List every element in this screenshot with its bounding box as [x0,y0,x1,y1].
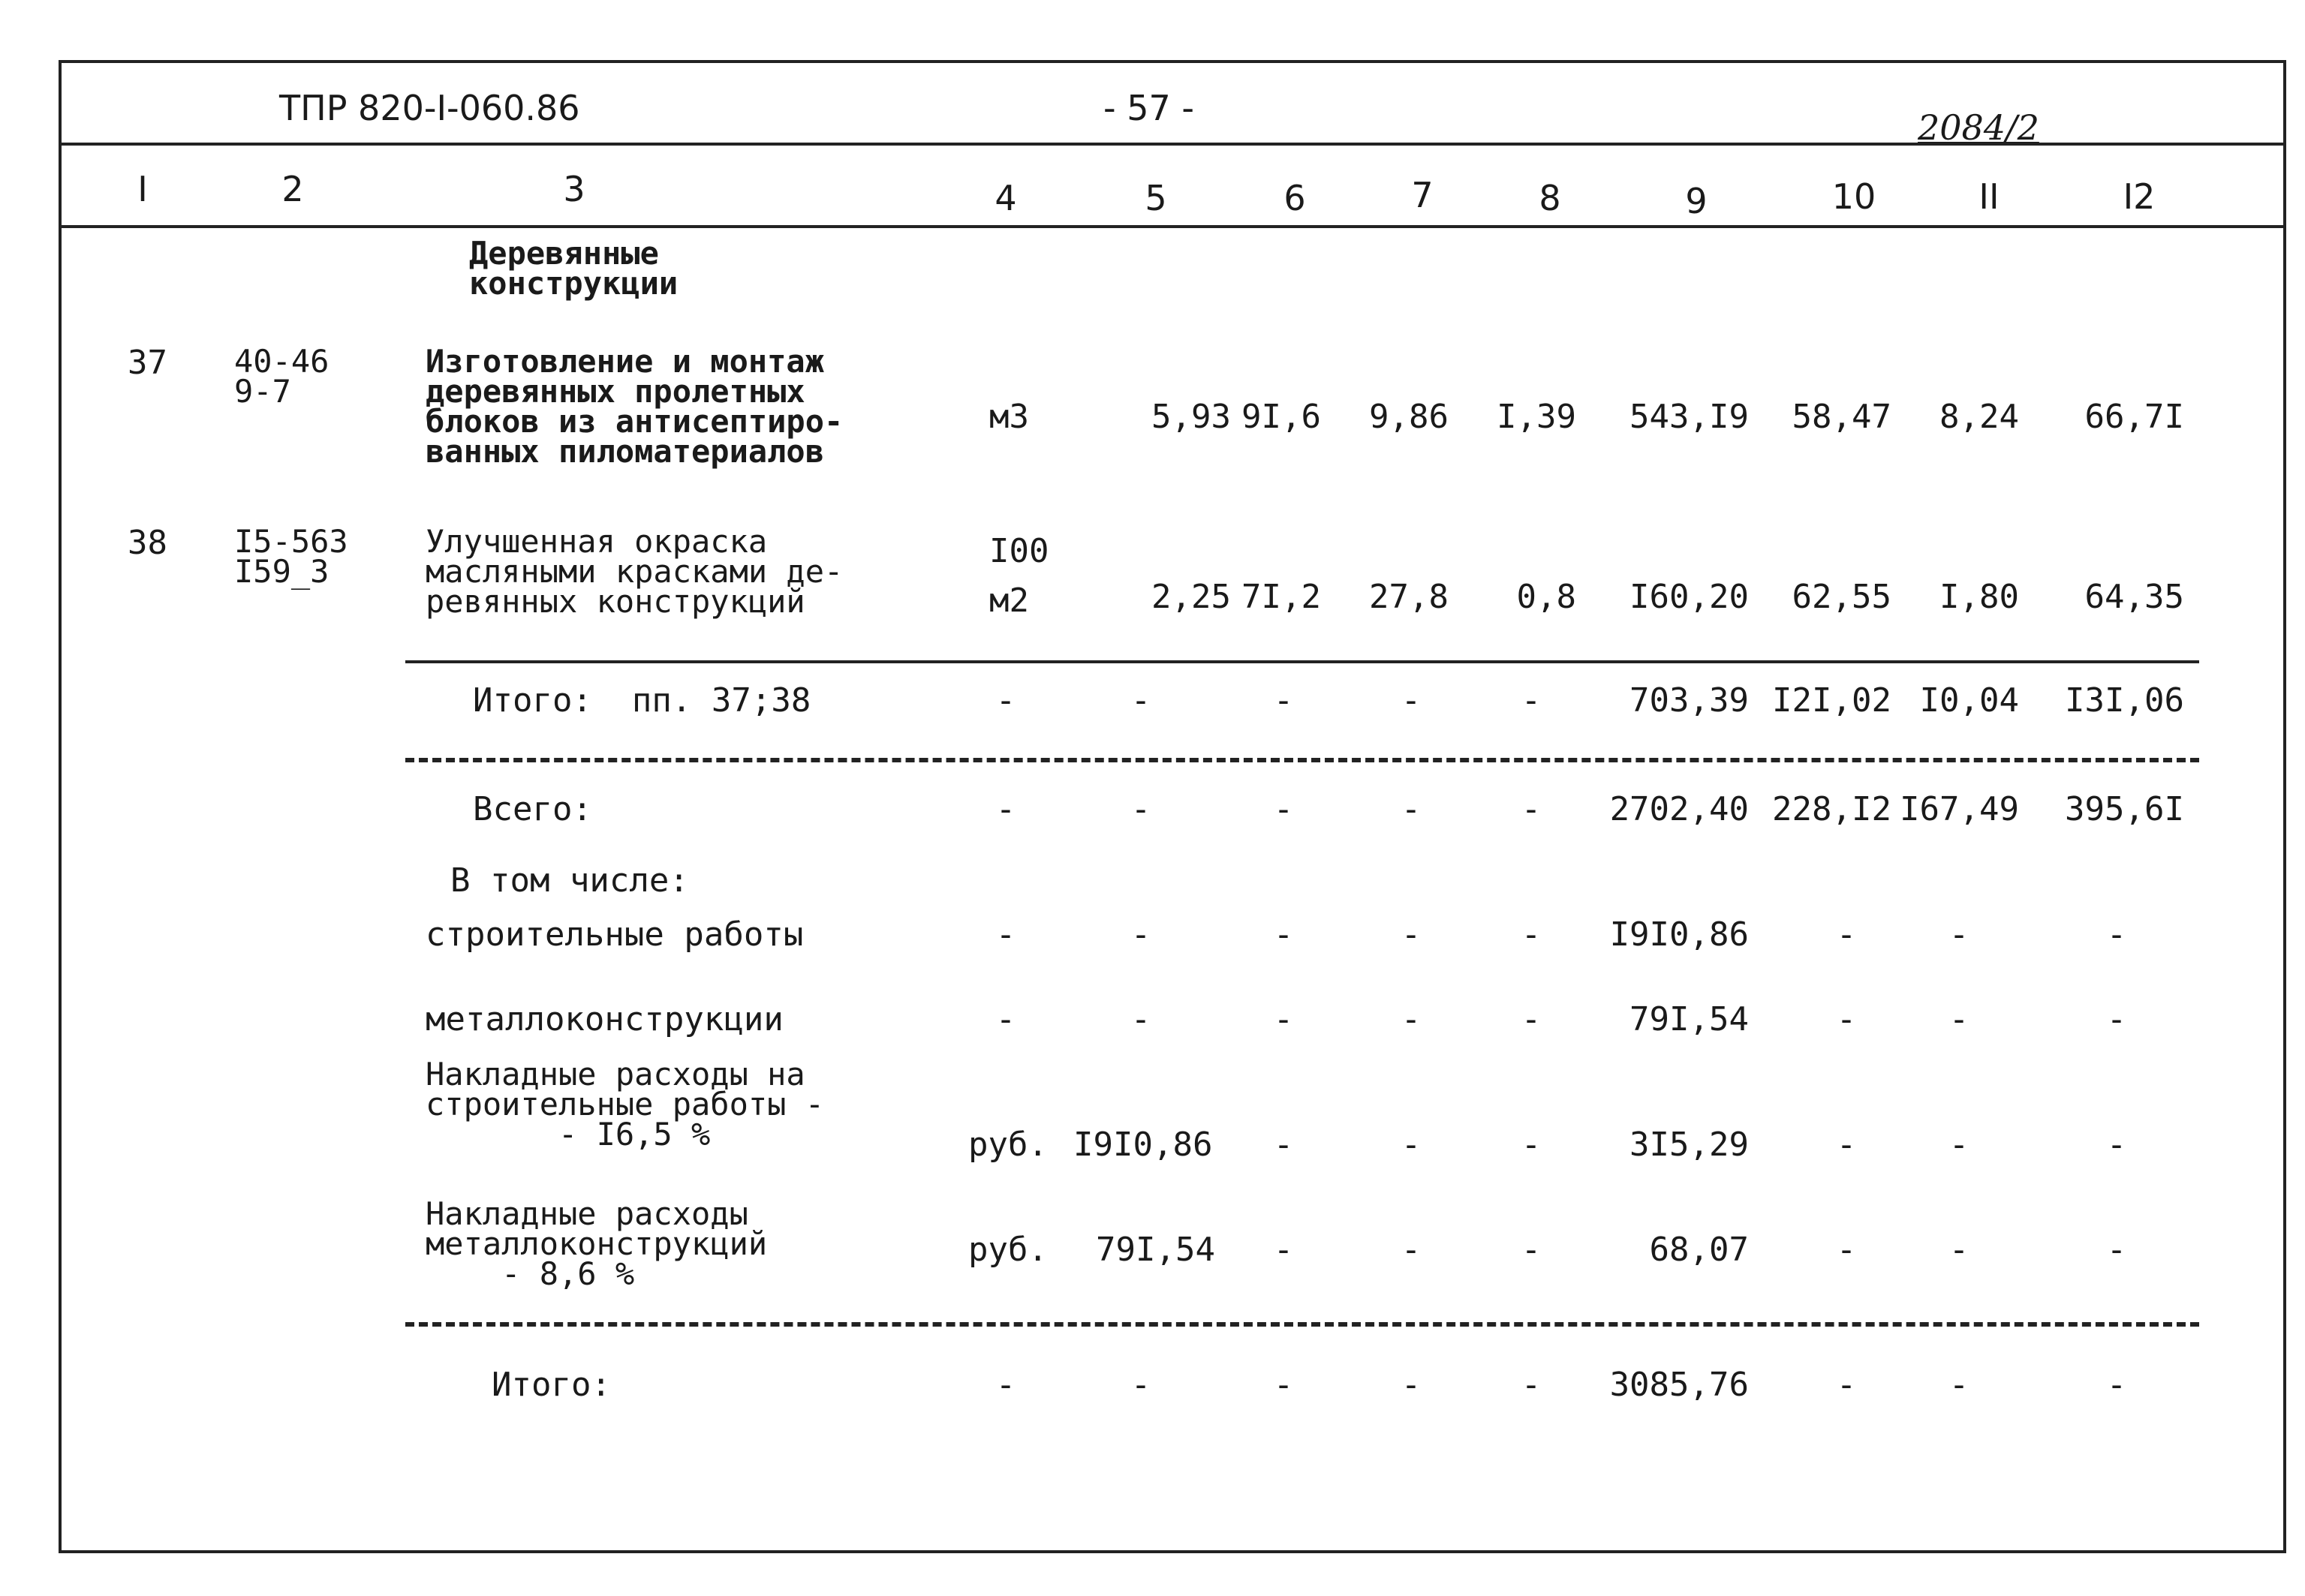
grand-total-col9: 3085,76 [1609,1366,1749,1404]
overhead-metal-col12: - [2106,1231,2127,1269]
overhead-metal-col11: - [1948,1231,1969,1269]
total-top-rule [405,758,2199,762]
including-construction-col9: I9I0,86 [1609,915,1749,954]
col-header-10: 10 [1831,176,1876,217]
row-38-col8: 0,8 [1516,578,1576,616]
row-38-name: Улучшенная окраска масляными красками де- ревянных конструкций [426,523,844,620]
grand-total-col8: - [1521,1366,1542,1404]
row-38-code: I5-563 I59_3 [234,523,348,590]
total-col11: I67,49 [1900,790,2019,828]
grand-total-label: Итого: [492,1366,611,1404]
overhead-construction-unit: руб. [968,1126,1048,1164]
including-construction-col8: - [1521,915,1542,954]
overhead-construction-col6: - [1273,1126,1294,1164]
col-header-9: 9 [1685,181,1708,221]
grand-total-col4: - [995,1366,1016,1404]
including-metal-col5: - [1130,1000,1151,1038]
row-37-col6: 9I,6 [1241,398,1321,436]
including-metal-col6: - [1273,1000,1294,1038]
including-construction-label: строительные работы [426,915,804,954]
col-header-7: 7 [1411,175,1434,215]
including-metal-col10: - [1836,1000,1857,1038]
row-37-col11: 8,24 [1939,398,2019,436]
overhead-construction-col8: - [1521,1126,1542,1164]
including-metal-col4: - [995,1000,1016,1038]
col-header-12: I2 [2123,176,2156,217]
including-construction-col7: - [1401,915,1422,954]
including-metal-col11: - [1948,1000,1969,1038]
including-construction-col12: - [2106,915,2127,954]
grand-total-col7: - [1401,1366,1422,1404]
overhead-construction-base: I9I0,86 [1073,1126,1213,1164]
total-col9: 2702,40 [1609,790,1749,828]
row-38-col12: 64,35 [2084,578,2184,616]
row-38-number: 38 [128,524,167,562]
col-header-3: 3 [563,169,585,209]
row-38-unit: I00 м2 [989,532,1049,620]
row-38-col11: I,80 [1939,578,2019,616]
row-38-col9: I60,20 [1629,578,1749,616]
including-metal-label: металлоконструкции [426,1000,784,1038]
page-number: - 57 - [1103,88,1194,128]
row-38-col7: 27,8 [1369,578,1449,616]
total-col10: 228,I2 [1772,790,1891,828]
archive-number: 2084/2 [1918,107,2039,148]
including-metal-col8: - [1521,1000,1542,1038]
overhead-metal-col10: - [1836,1231,1857,1269]
overhead-metal-col8: - [1521,1231,1542,1269]
row-37-code: 40-46 9-7 [234,343,330,410]
col-header-5: 5 [1145,178,1167,218]
grand-total-col5: - [1130,1366,1151,1404]
row-37-col8: I,39 [1497,398,1576,436]
row-37-col10: 58,47 [1792,398,1891,436]
including-metal-col7: - [1401,1000,1422,1038]
overhead-construction-col9: 3I5,29 [1629,1126,1749,1164]
including-metal-col9: 79I,54 [1629,1000,1749,1038]
subtotal-col10: I2I,02 [1772,681,1891,720]
overhead-metal-unit: руб. [968,1231,1048,1269]
col-header-4: 4 [995,178,1017,218]
row-38-col6: 7I,2 [1241,578,1321,616]
row-37-number: 37 [128,344,167,382]
overhead-metal-label: Накладные расходы металлоконструкций - 8,6 % [426,1195,768,1292]
including-construction-col11: - [1948,915,1969,954]
including-construction-col6: - [1273,915,1294,954]
grand-total-col12: - [2106,1366,2127,1404]
total-col5: - [1130,790,1151,828]
row-37-unit: м3 [989,398,1029,436]
including-metal-col12: - [2106,1000,2127,1038]
row-37-col9: 543,I9 [1629,398,1749,436]
header-divider [59,143,2286,146]
col-header-8: 8 [1539,178,1561,218]
col-header-6: 6 [1283,178,1306,218]
including-construction-col5: - [1130,915,1151,954]
overhead-metal-col6: - [1273,1231,1294,1269]
subtotal-col5: - [1130,681,1151,720]
row-37-col5: 5,93 [1151,398,1231,436]
total-col7: - [1401,790,1422,828]
row-37-col12: 66,7I [2084,398,2184,436]
subtotal-col9: 703,39 [1629,681,1749,720]
row-37-col7: 9,86 [1369,398,1449,436]
grand-total-col11: - [1948,1366,1969,1404]
overhead-construction-col12: - [2106,1126,2127,1164]
row-38-col10: 62,55 [1792,578,1891,616]
subtotal-label: Итого: пп. 37;38 [473,681,811,720]
total-col6: - [1273,790,1294,828]
row-37-name: Изготовление и монтаж деревянных пролетных блоков из антисептиро- ванных пиломатериалов [426,343,844,470]
subtotal-col6: - [1273,681,1294,720]
total-col12: 395,6I [2065,790,2184,828]
section-title: Деревянные конструкции [469,235,679,302]
including-construction-col10: - [1836,915,1857,954]
document-code: ТПР 820-I-060.86 [279,88,580,128]
col-header-2: 2 [281,169,304,209]
overhead-metal-col9: 68,07 [1649,1231,1749,1269]
subtotal-col11: I0,04 [1919,681,2019,720]
column-header-divider [59,225,2286,228]
total-col4: - [995,790,1016,828]
subtotal-col8: - [1521,681,1542,720]
col-header-11: II [1979,176,2000,217]
overhead-metal-base: 79I,54 [1096,1231,1215,1269]
subtotal-top-rule [405,660,2199,663]
col-header-1: I [137,169,148,209]
subtotal-col12: I3I,06 [2065,681,2184,720]
total-label: Всего: [473,790,592,828]
overhead-metal-col7: - [1401,1231,1422,1269]
overhead-construction-col10: - [1836,1126,1857,1164]
grand-total-col10: - [1836,1366,1857,1404]
grand-total-col6: - [1273,1366,1294,1404]
subtotal-col4: - [995,681,1016,720]
including-construction-col4: - [995,915,1016,954]
overhead-construction-col11: - [1948,1126,1969,1164]
overhead-construction-col7: - [1401,1126,1422,1164]
total-col8: - [1521,790,1542,828]
overhead-construction-label: Накладные расходы на строительные работы - - I6,5 % [426,1056,825,1153]
grand-total-top-rule [405,1322,2199,1327]
row-38-col5: 2,25 [1151,578,1231,616]
including-label: В том числе: [450,861,689,900]
subtotal-col7: - [1401,681,1422,720]
